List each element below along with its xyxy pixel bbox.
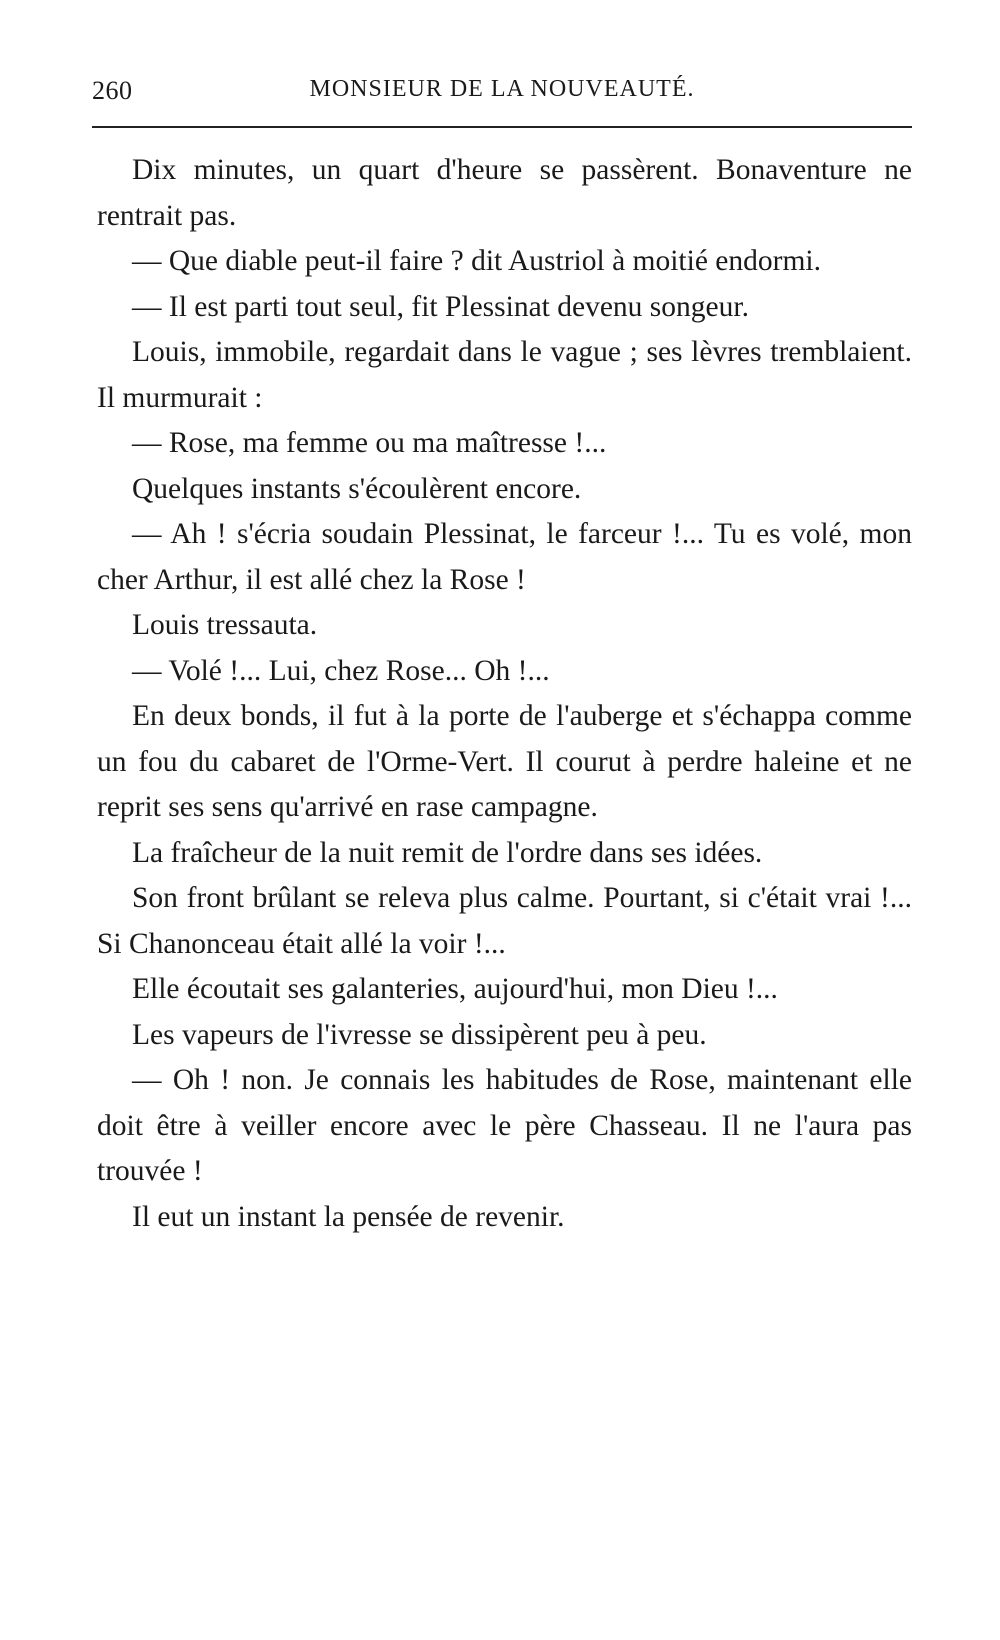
paragraph: Son front brûlant se releva plus calme. Pourtant, si c'était vrai !... Si Chanonceau était allé la voir !...	[97, 882, 912, 960]
paragraph: — Que diable peut-il faire ? dit Austriol à moitié endormi.	[132, 245, 821, 277]
paragraph: — Il est parti tout seul, fit Plessinat devenu songeur.	[132, 290, 749, 323]
paragraph: En deux bonds, il fut à la porte de l'auberge et s'échappa comme un fou du cabaret de l'Orme-Vert. Il courut à perdre haleine et ne reprit ses sens qu'arrivé en rase campagne.	[97, 700, 912, 823]
paragraph: Dix minutes, un quart d'heure se passèrent. Bonaventure ne rentrait pas.	[97, 154, 912, 232]
paragraph: Les vapeurs de l'ivresse se dissipèrent peu à peu.	[132, 1018, 707, 1051]
paragraph: — Ah ! s'écria soudain Plessinat, le farceur !... Tu es volé, mon cher Arthur, il est allé chez la Rose !	[97, 518, 912, 596]
paragraph: — Volé !... Lui, chez Rose... Oh !...	[132, 654, 550, 687]
header-rule	[92, 126, 912, 128]
page-number: 260	[92, 76, 133, 105]
paragraph: Elle écoutait ses galanteries, aujourd'hui, mon Dieu !...	[132, 973, 778, 1005]
paragraph: — Oh ! non. Je connais les habitudes de Rose, maintenant elle doit être à veiller encore avec le père Chasseau. Il ne l'aura pas trouvée !	[97, 1064, 912, 1187]
paragraph: Il eut un instant la pensée de revenir.	[132, 1200, 565, 1233]
body-text	[97, 148, 912, 1240]
paragraph: Louis tressauta.	[132, 609, 318, 641]
paragraph: La fraîcheur de la nuit remit de l'ordre dans ses idées.	[132, 836, 763, 869]
running-title: MONSIEUR DE LA NOUVEAUTÉ.	[309, 76, 695, 102]
paragraph: — Rose, ma femme ou ma maîtresse !...	[132, 427, 607, 459]
page-header	[92, 76, 912, 116]
paragraph: Louis, immobile, regardait dans le vague ; ses lèvres tremblaient. Il murmurait :	[97, 336, 912, 414]
paragraph: Quelques instants s'écoulèrent encore.	[132, 472, 582, 505]
